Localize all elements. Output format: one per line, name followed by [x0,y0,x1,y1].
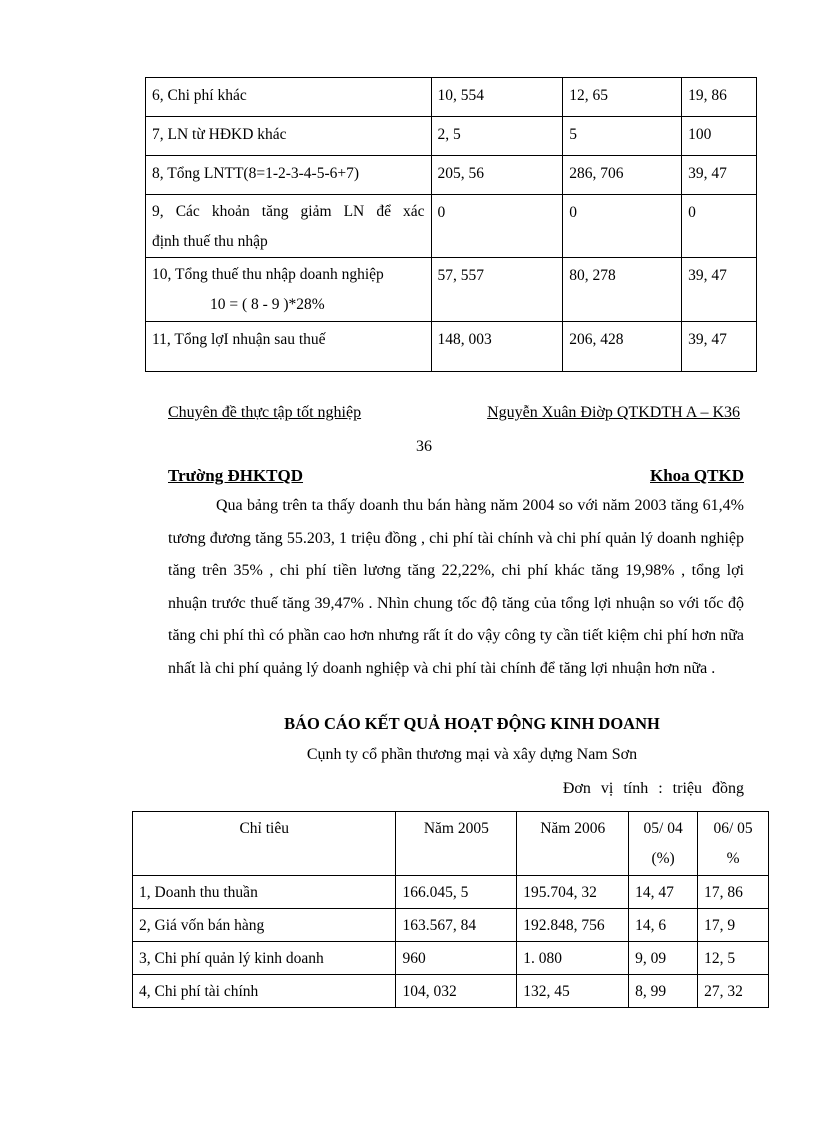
table-header-row [133,812,769,876]
table-row [146,117,757,156]
row-value: 192.848, 756 [517,909,629,942]
row-value: 206, 428 [563,322,682,372]
table-row [133,909,769,942]
row-value: 195.704, 32 [517,876,629,909]
header-cell: Chỉ tiêu [133,812,396,876]
page-number: 36 [416,438,432,455]
row-value: 148, 003 [431,322,563,372]
row-value: 1. 080 [517,942,629,975]
row-value: 17, 86 [698,876,769,909]
row-value: 12, 5 [698,942,769,975]
row-value: 14, 6 [629,909,698,942]
row-value: 9, 09 [629,942,698,975]
table-row [146,195,757,258]
row-value: 39, 47 [682,322,757,372]
row-label: 7, LN từ HĐKD khác [146,117,432,156]
page-header [168,466,744,486]
row-value: 0 [563,195,682,258]
row-label: 2, Giá vốn bán hàng [133,909,396,942]
row-value: 132, 45 [517,975,629,1008]
row-value: 8, 99 [629,975,698,1008]
company-name: Cụnh ty cổ phần thương mại và xây dựng Nam Sơn [306,746,638,763]
table-row [146,322,757,372]
row-label: 10, Tổng thuế thu nhập doanh nghiệp 10 = ( 8 - 9 )*28% [146,258,432,322]
header-cell: 05/ 04 (%) [629,812,698,876]
table-row [146,78,757,117]
table-row [146,258,757,322]
row-value: 163.567, 84 [396,909,517,942]
header-cell: Năm 2005 [396,812,517,876]
row-value: 2, 5 [431,117,563,156]
row-value: 286, 706 [563,156,682,195]
results-table-bottom [132,811,769,1008]
body-paragraph: Qua bảng trên ta thấy doanh thu bán hàng năm 2004 so với năm 2003 tăng 61,4% tương đương tăng 55.203, 1 triệu đồng , chi phí tài chính và chi phí quản lý doanh nghiệp tăng trên 35% , chi phí tiền lương tăng 22,22%, chi phí khác tăng 19,98% , tổng lợi nhuận trước thuế tăng 39,47% . Nhìn chung tốc độ tăng của tổng lợi nhuận so với tốc độ tăng chi phí thì có phần cao hơn nhưng rất ít do vậy công ty cần tiết kiệm chi phí hơn nữa nhất là chi phí quảng lý doanh nghiệp và chi phí tài chính để tăng lợi nhuận hơn nữa . [168,497,744,677]
row-value: 80, 278 [563,258,682,322]
row-value: 0 [682,195,757,258]
header-right-text: Khoa QTKD [650,466,744,485]
row-value: 12, 65 [563,78,682,117]
table-row [133,876,769,909]
row-value: 5 [563,117,682,156]
row-value: 17, 9 [698,909,769,942]
table-row [133,942,769,975]
row-value: 205, 56 [431,156,563,195]
footer-right-text: Nguyễn Xuân Điờp QTKDTH A – K36 [487,404,740,421]
report-title: BÁO CÁO KẾT QUẢ HOẠT ĐỘNG KINH DOANH [284,714,660,733]
row-label: 3, Chi phí quản lý kinh doanh [133,942,396,975]
header-left-text: Trường ĐHKTQD [168,466,304,485]
row-value: 39, 47 [682,156,757,195]
row-value: 19, 86 [682,78,757,117]
table-row [146,156,757,195]
footer-left-text: Chuyên đề thực tập tốt nghiệp [168,404,362,421]
row-value: 960 [396,942,517,975]
page-footer [168,404,740,422]
row-label: 4, Chi phí tài chính [133,975,396,1008]
row-value: 0 [431,195,563,258]
row-value: 57, 557 [431,258,563,322]
results-table-top [145,77,757,372]
row-label: 8, Tổng LNTT(8=1-2-3-4-5-6+7) [146,156,432,195]
row-label: 1, Doanh thu thuần [133,876,396,909]
row-value: 10, 554 [431,78,563,117]
row-value: 100 [682,117,757,156]
unit-label: Đơn vị tính : triệu đồng [562,780,744,797]
header-cell: Năm 2006 [517,812,629,876]
row-label: 6, Chi phí khác [146,78,432,117]
row-value: 14, 47 [629,876,698,909]
header-cell: 06/ 05 % [698,812,769,876]
row-label: 9, Các khoản tăng giảm LN để xác định thuế thu nhập [146,195,432,258]
row-value: 104, 032 [396,975,517,1008]
table-row [133,975,769,1008]
row-value: 27, 32 [698,975,769,1008]
row-label: 11, Tổng lợI nhuận sau thuế [146,322,432,372]
row-value: 166.045, 5 [396,876,517,909]
row-value: 39, 47 [682,258,757,322]
